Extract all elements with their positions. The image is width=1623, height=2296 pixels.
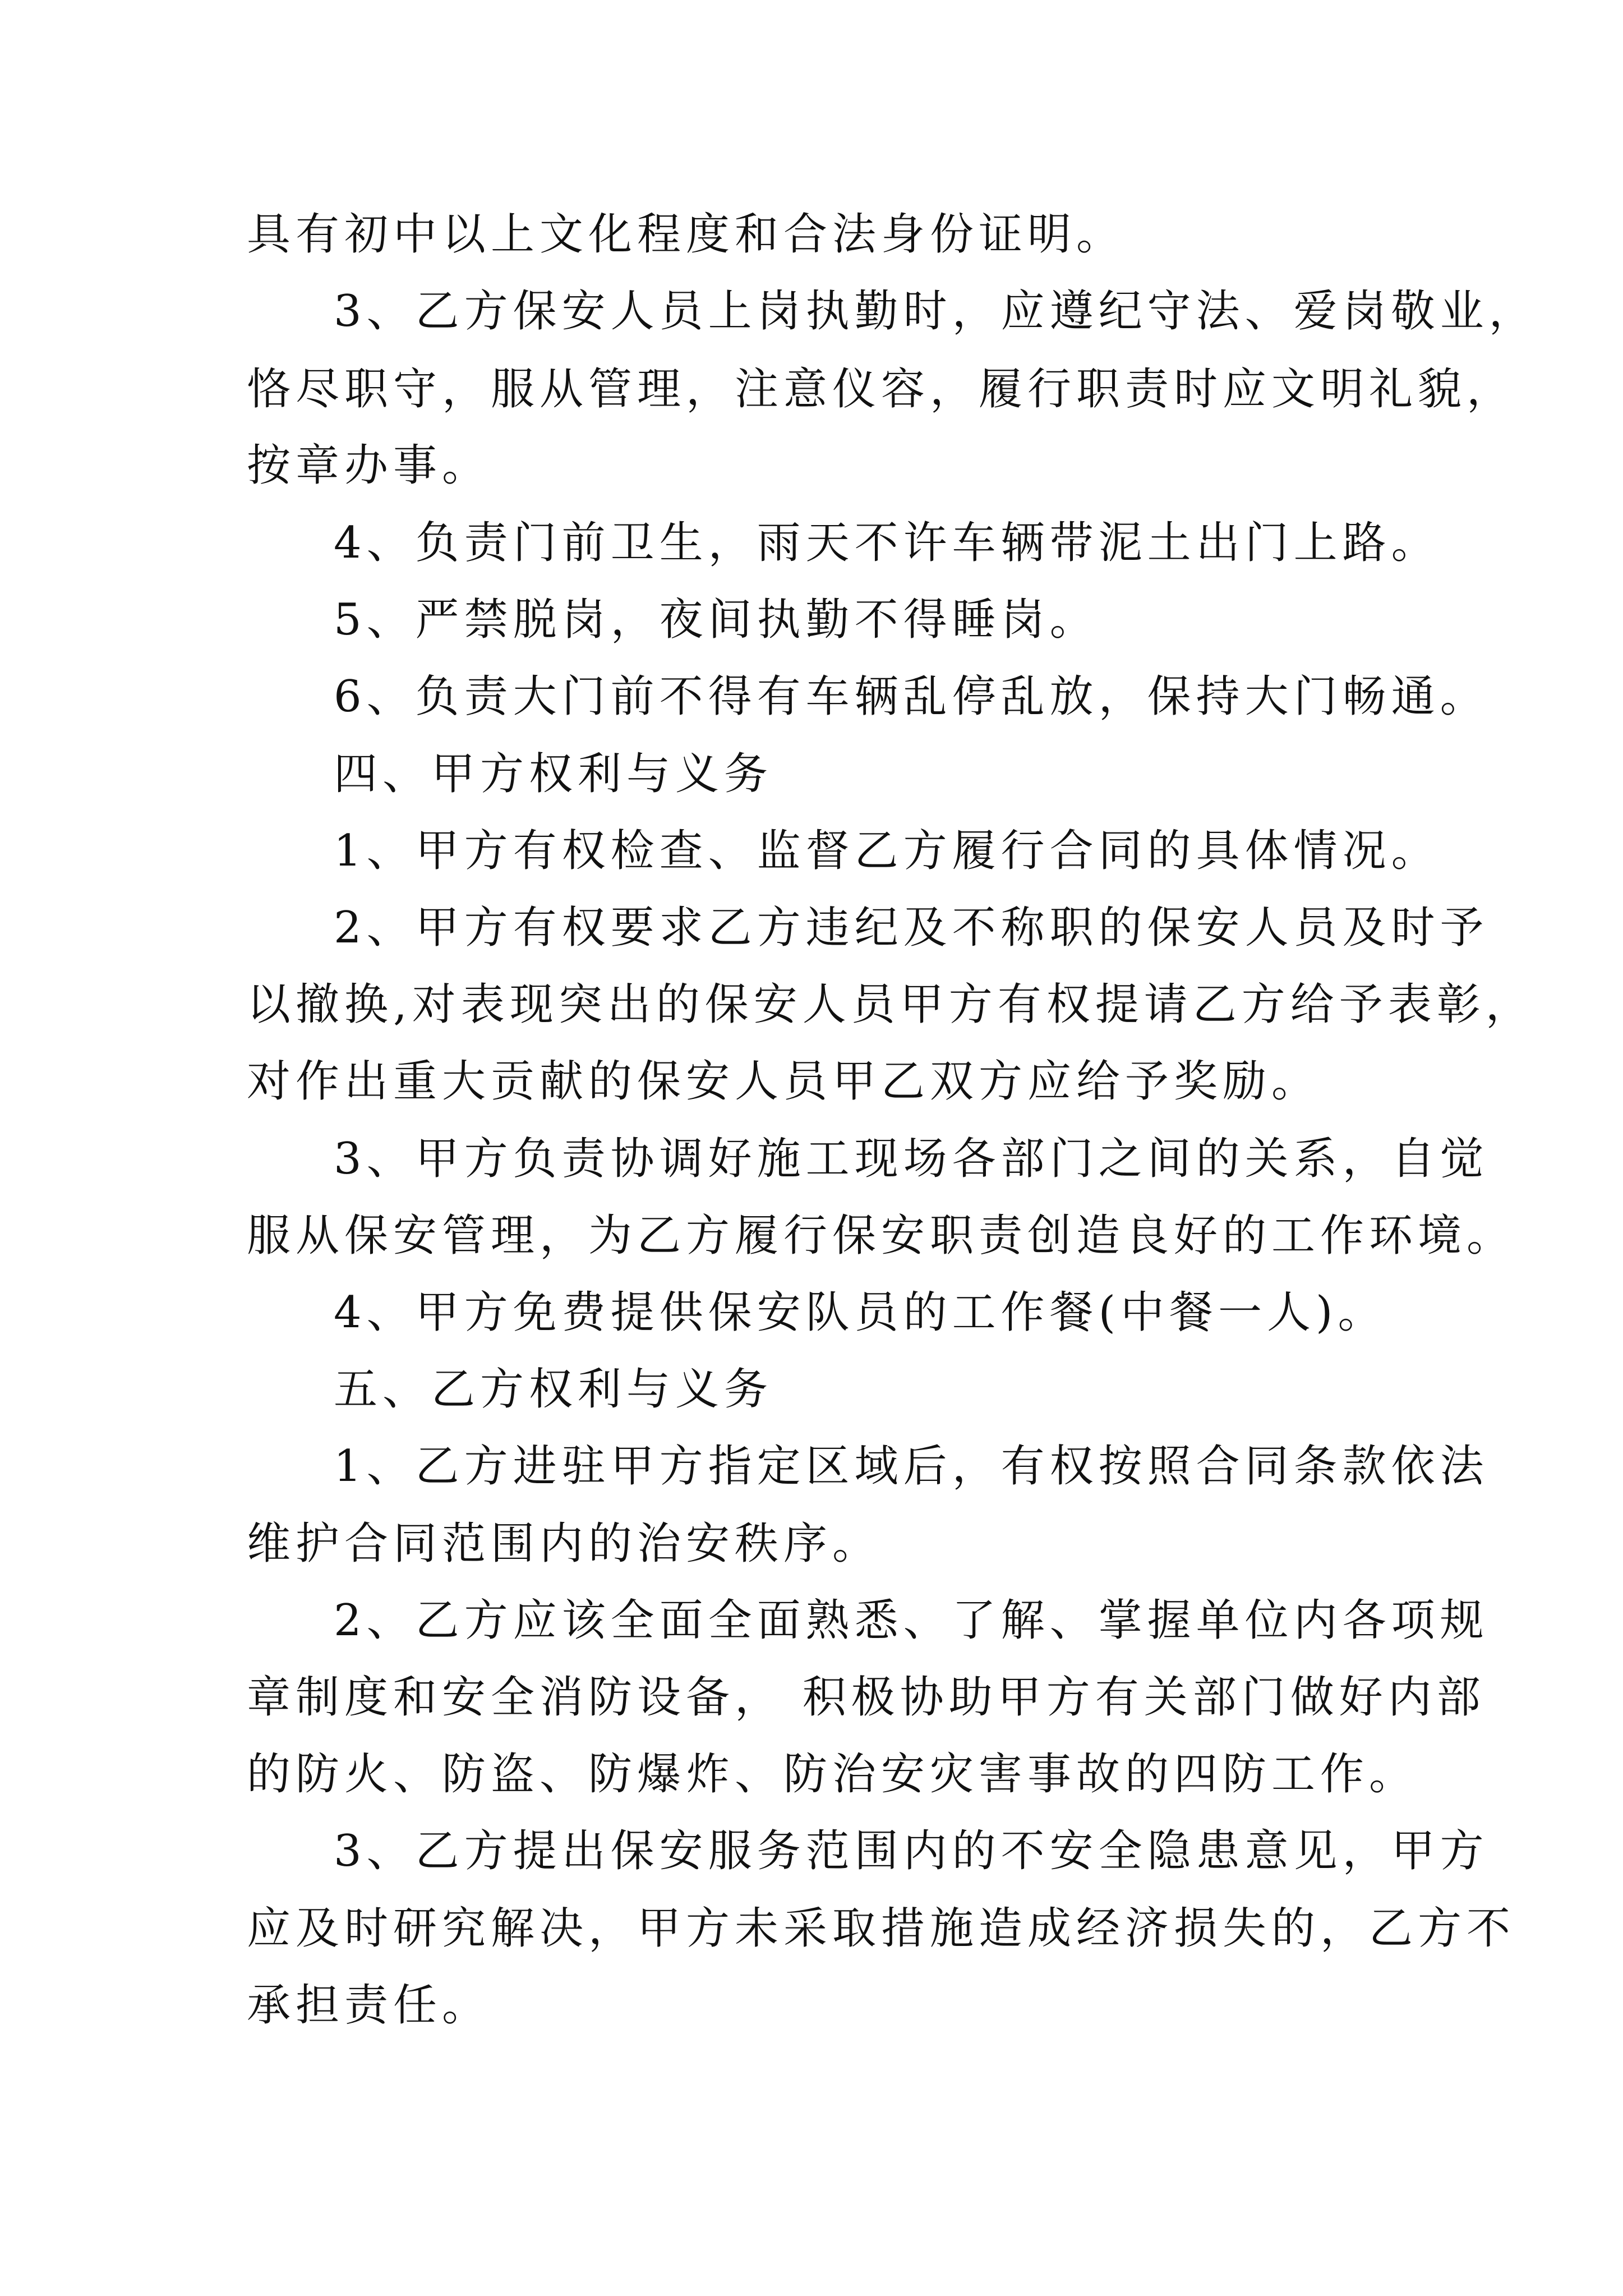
section-heading: 四、甲方权利与义务	[334, 749, 773, 799]
text-line: 对作出重大贡献的保安人员甲乙双方应给予奖励。	[247, 1056, 1321, 1107]
text-line: 恪尽职守，服从管理，注意仪容，履行职责时应文明礼貌，	[247, 364, 1516, 415]
text-line: 3、乙方保安人员上岗执勤时，应遵纪守法、爱岗敬业，	[334, 286, 1538, 337]
text-line: 2、甲方有权要求乙方违纪及不称职的保安人员及时予	[334, 903, 1489, 953]
text-line: 5、严禁脱岗，夜间执勤不得睡岗。	[334, 595, 1099, 645]
text-line: 维护合同范围内的治安秩序。	[247, 1519, 882, 1569]
text-line: 3、乙方提出保安服务范围内的不安全隐患意见，甲方	[334, 1826, 1489, 1876]
text-line: 2、乙方应该全面全面熟悉、了解、掌握单位内各项规	[334, 1595, 1489, 1646]
text-line: 4、甲方免费提供保安队员的工作餐(中餐一人)。	[334, 1287, 1387, 1338]
text-line: 具有初中以上文化程度和合法身份证明。	[247, 209, 1126, 260]
text-line: 应及时研究解决，甲方未采取措施造成经济损失的，乙方不	[247, 1903, 1516, 1954]
text-line: 承担责任。	[247, 1980, 491, 2031]
text-line: 6、负责大门前不得有车辆乱停乱放，保持大门畅通。	[334, 671, 1489, 722]
text-line: 服从保安管理，为乙方履行保安职责创造良好的工作环境。	[247, 1211, 1516, 1261]
text-line: 4、负责门前卫生，雨天不许车辆带泥土出门上路。	[334, 518, 1440, 568]
text-line: 以撤换,对表现突出的保安人员甲方有权提请乙方给予表彰，	[247, 979, 1534, 1030]
text-line: 按章办事。	[247, 440, 491, 491]
text-line: 章制度和安全消防设备， 积极协助甲方有关部门做好内部	[247, 1672, 1486, 1723]
text-line: 3、甲方负责协调好施工现场各部门之间的关系，自觉	[334, 1134, 1489, 1184]
text-line: 1、甲方有权检查、监督乙方履行合同的具体情况。	[334, 826, 1440, 876]
text-line: 1、乙方进驻甲方指定区域后，有权按照合同条款依法	[334, 1441, 1489, 1492]
text-line: 的防火、防盗、防爆炸、防治安灾害事故的四防工作。	[247, 1749, 1418, 1800]
section-heading: 五、乙方权利与义务	[334, 1364, 773, 1415]
